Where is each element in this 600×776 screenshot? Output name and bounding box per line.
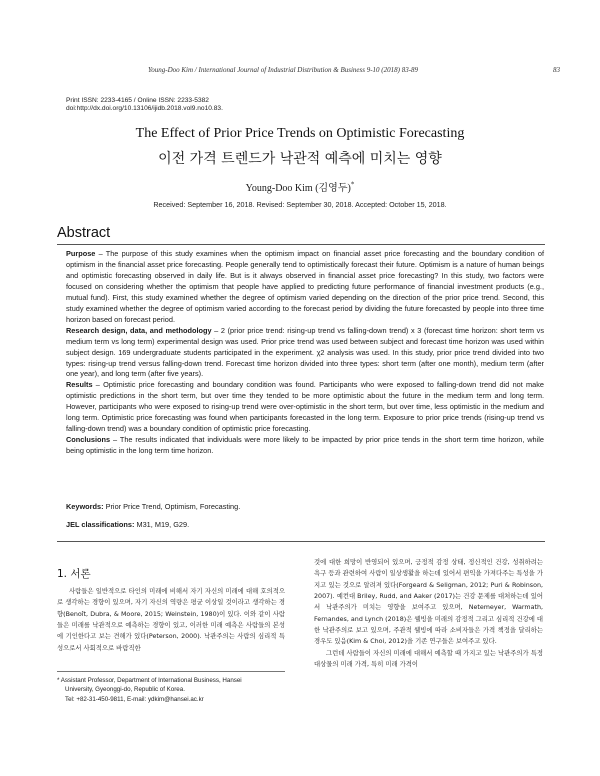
author-footnote (57, 676, 285, 704)
manuscript-dates: Received: September 16, 2018. Revised: September 30, 2018. Accepted: October 15, 2018. (153, 200, 447, 209)
abstract-purpose (66, 249, 544, 326)
author-line (0, 179, 600, 194)
keywords-text: Prior Price Trend, Optimism, Forecasting. (103, 502, 241, 511)
paper-title-english: The Effect of Prior Price Trends on Optimistic Forecasting (135, 126, 465, 141)
results-text: – Optimistic price forecasting and boundary condition was found. Participants who were exposed to falling-down trend did not make optimistic predictions in the short term, but over time they tended to be more optimistic about the future in the medium term and long term. However, participants who were exposed to rising-up trend were over-optimistic in the short term, but over time, less optimistic in the medium and long term. Optimistic price forecasting was found when participants forecasted in the long term. Exposure to prior price trends (rising-up trend vs falling-down trend) was a boundary condition of optimistic price forecasting. (66, 380, 544, 434)
results-label: Results (66, 380, 93, 390)
footnote-affiliation-continued: University, Gyeonggi-do, Republic of Korea. (65, 686, 185, 694)
footnote-affiliation: * Assistant Professor, Department of International Business, Hansei (57, 677, 242, 684)
conclusions-label: Conclusions (66, 435, 111, 445)
footnote-rule (57, 671, 285, 672)
paper-title-korean: 이전 가격 트렌드가 낙관적 예측에 미치는 영향 (158, 151, 442, 167)
abstract-body (66, 249, 544, 457)
conclusions-text: – The results indicated that individuals were more likely to be impacted by prior price tends in the short term time horizon, while being optimistic in the long term time horizon. (66, 435, 544, 456)
jel-text: M31, M19, G29. (134, 520, 190, 529)
page-number: 83 (553, 66, 560, 74)
abstract-conclusions (66, 435, 544, 457)
issn-block (66, 97, 223, 113)
jel-label: JEL classifications: (66, 520, 135, 529)
intro-left-column (57, 586, 285, 654)
intro-paragraph-continued: 것에 대한 희망이 반영되어 있으며, 긍정적 감정 상태, 정신적인 건강, 성취하려는 욕구 등과 관련하여 사람이 일상생활을 하는데 있어서 편익을 가져다주는 특성을 가지고 있는 것으로 알려져 있다(Forgeard & Seligman, 2012; Puri & Robinson, 2007). 예컨대 Briley, Rudd, and Aaker (2017)는 건강 문제를 대처하는데 있어서 낙관주의가 미치는 영향을 보여주고 있으며, Netemeyer, Warmath, Fernandes, and Lynch (2018)은 웰빙을 미래의 감정적 그리고 심리적 건강에 대한 낙관주의로 보고 있으며, 주관적 웰빙에 따라 소비자들은 가격 책정을 달리하는 경우도 있음(Kim & Choi, 2012)을 기존 연구들은 보여주고 있다. (314, 559, 543, 646)
author-footnote-mark: * (350, 180, 355, 189)
design-text: – 2 (prior price trend: rising-up trend vs falling-down trend) x 3 (forecast time horizon: short term vs medium term vs long term) experimental design was used. Prior price trend was used between subject and forecast time horizon was used within subject design. 169 undergraduate students participated in the experiment. χ2 analysis was used. In this study, prior price trend divided into two types: rising-up trend versus falling-down trend. Forecast time horizon divided into three types: short term (after one month), medium term (after one year), and long term (after five years). (66, 325, 545, 379)
abstract-bottom-rule (57, 541, 545, 542)
intro-paragraph: 사람들은 일반적으로 타인의 미래에 비해서 자기 자신의 미래에 대해 호의적으로 생각하는 경향이 있으며, 자기 자신의 역량은 평균 이상일 것이라고 생각하는 경향(Benoît, Dubra, & Moore, 2015; Weinstein, 1980)이 있다. 이와 같이 사람들은 미래를 낙관적으로 예측하는 경향이 있고, 이러한 미래 예측은 사람들의 본성에 기인한다고 보는 견해가 있다(Peterson, 2000). 낙관주의는 사람의 심리적 특성으로서 사회적으로 바람직한 (57, 588, 285, 652)
intro-paragraph: 그런데 사람들이 자신의 미래에 대해서 예측할 때 가지고 있는 낙관주의가 특정 대상물의 미래 가격, 특히 미래 가격이 (314, 649, 543, 669)
jel-line (66, 520, 544, 529)
section-heading-introduction: 1. 서론 (57, 568, 91, 580)
abstract-design (66, 326, 544, 381)
abstract-heading: Abstract (57, 225, 111, 241)
doi-line[interactable]: doi:http://dx.doi.org/10.13106/ijidb.2018.vol9.no10.83. (66, 105, 223, 113)
intro-right-column (314, 557, 543, 670)
purpose-text: – The purpose of this study examines when the optimism impact on financial asset price forecasting and the boundary condition of optimism in the financial asset price forecasting. People generally tend to optimistically forecast their future. Optimism is a nature of human beings and optimistic forecasting observed in daily life. But is it always observed in financial asset price forecasting? In this study, two factors were focused on considering whether the optimism that people have applied to predicting future performance of financial investment products (e.g., mutual fund). First, this study examined whether the degree of optimism varied depending on the direction of the prior price trend. Second, this study examined whether the degree of optimism varied according to the forecast period by dividing the future forecasted by people into three time horizon based on forecast period. (66, 249, 544, 324)
running-header-text: Young-Doo Kim / International Journal of Industrial Distribution & Business 9-10 (2018) 83-89 (148, 66, 419, 74)
purpose-label: Purpose (66, 249, 96, 258)
keywords-label: Keywords: (66, 502, 104, 511)
abstract-top-rule (57, 244, 545, 245)
keywords-line (66, 502, 544, 511)
footnote-contact: Tel: +82-31-450-9811, E-mail: ydkim@hansei.ac.kr (65, 695, 204, 703)
author-name: Young-Doo Kim (김영두) (245, 183, 351, 194)
design-label: Research design, data, and methodology (66, 325, 212, 335)
abstract-results (66, 380, 544, 435)
issn-line: Print ISSN: 2233-4165 / Online ISSN: 2233-5382 (66, 97, 209, 104)
